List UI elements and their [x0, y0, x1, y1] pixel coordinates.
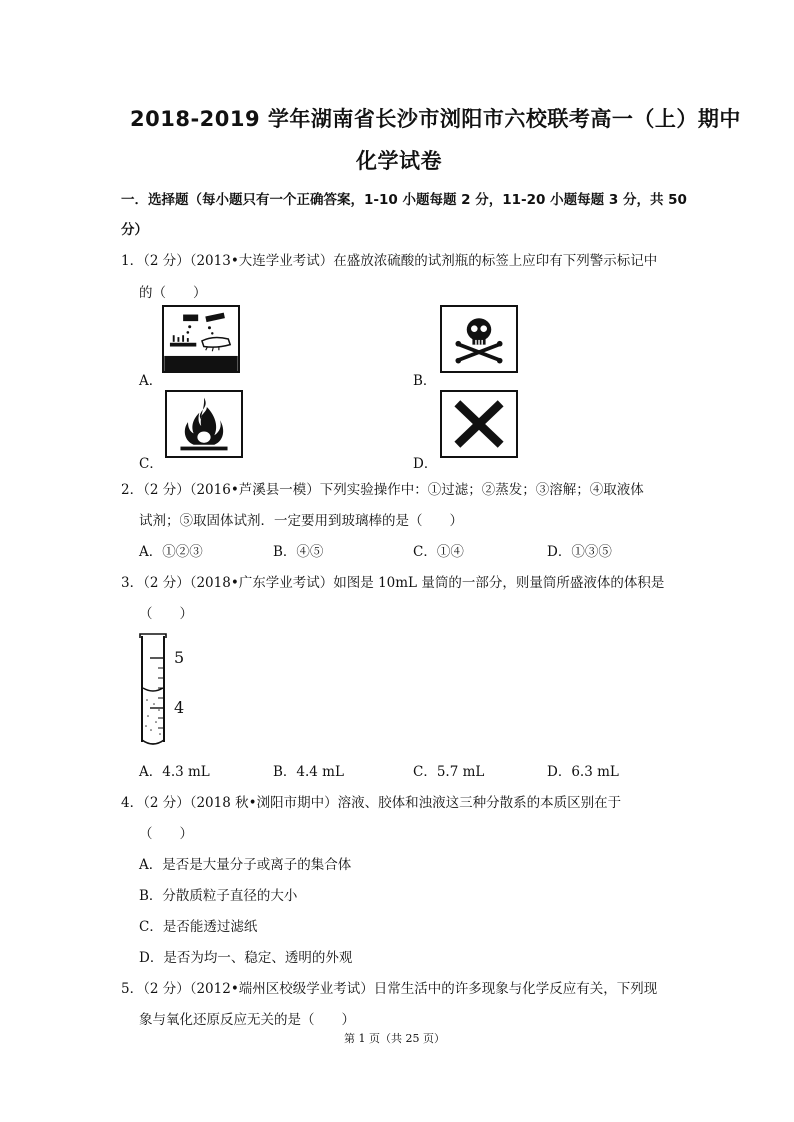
q4-stem: 4．（2 分）（2018 秋•浏阳市期中）溶液、胶体和浊液这三种分散系的本质区别在于: [121, 795, 622, 811]
toxic-skull-icon: [440, 305, 518, 373]
cylinder-label-4: 4: [174, 698, 185, 717]
q4-option-a[interactable]: A．是否是大量分子或离子的集合体: [139, 857, 352, 873]
q3-option-c[interactable]: C．5.7 mL: [413, 764, 485, 780]
corrosive-icon: [162, 305, 240, 373]
q2-option-b[interactable]: B．④⑤: [273, 544, 324, 560]
q2-option-d[interactable]: D．①③⑤: [547, 544, 612, 560]
q1-option-a-label[interactable]: A．: [139, 373, 163, 389]
cylinder-label-5: 5: [174, 648, 185, 667]
q3-stem: 3．（2 分）（2018•广东学业考试）如图是 10mL 量筒的一部分，则量筒所盛液体的体积是: [121, 575, 665, 591]
q5-stem: 5．（2 分）（2012•端州区校级学业考试）日常生活中的许多现象与化学反应有关，下列现: [121, 981, 658, 997]
flammable-icon: [165, 390, 243, 458]
q1-option-c-label[interactable]: C．: [139, 456, 163, 472]
q4-option-c[interactable]: C．是否能透过滤纸: [139, 919, 258, 935]
page-title-line2: 化学试卷: [356, 149, 442, 173]
graduated-cylinder-figure: [136, 630, 196, 750]
q1-option-b-label[interactable]: B．: [413, 373, 437, 389]
q1-stem-cont: 的（ ）: [139, 285, 207, 301]
q4-stem-cont: （ ）: [139, 826, 193, 842]
q5-stem-cont: 象与氧化还原反应无关的是（ ）: [139, 1012, 355, 1028]
q3-stem-cont: （ ）: [139, 606, 193, 622]
q2-stem-cont: 试剂；⑤取固体试剂．一定要用到玻璃棒的是（ ）: [139, 513, 463, 529]
q3-option-a[interactable]: A．4.3 mL: [139, 764, 210, 780]
harmful-x-icon: [440, 390, 518, 458]
q2-option-c[interactable]: C．①④: [413, 544, 464, 560]
q4-option-b[interactable]: B．分散质粒子直径的大小: [139, 888, 298, 904]
q2-stem: 2．（2 分）（2016•芦溪县一模）下列实验操作中：①过滤；②蒸发；③溶解；④取液体: [121, 482, 644, 498]
q3-option-b[interactable]: B．4.4 mL: [273, 764, 344, 780]
q3-option-d[interactable]: D．6.3 mL: [547, 764, 619, 780]
section-heading: 一．选择题（每小题只有一个正确答案，1-10 小题每题 2 分，11-20 小题每题 3 分，共 50: [121, 192, 687, 208]
q2-option-a[interactable]: A．①②③: [139, 544, 203, 560]
page-title-line1: 2018-2019 学年湖南省长沙市浏阳市六校联考高一（上）期中: [130, 107, 741, 131]
q1-option-d-label[interactable]: D．: [413, 456, 438, 472]
page-number: 第 1 页（共 25 页）: [344, 1032, 445, 1045]
section-heading-cont: 分）: [121, 222, 148, 238]
q1-stem: 1．（2 分）（2013•大连学业考试）在盛放浓硫酸的试剂瓶的标签上应印有下列警示标记中: [121, 253, 658, 269]
q4-option-d[interactable]: D．是否为均一、稳定、透明的外观: [139, 950, 353, 966]
